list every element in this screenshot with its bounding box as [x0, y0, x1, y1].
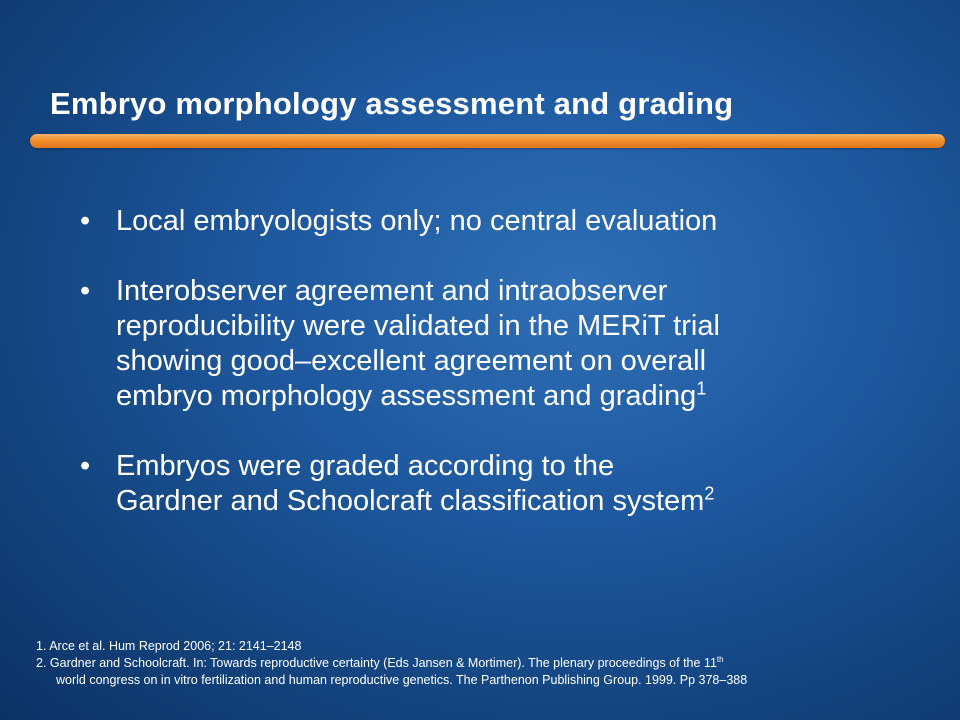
reference-2-text: 2. Gardner and Schoolcraft. In: Towards reproductive certainty (Eds Jansen & Mortimer). The plenary proceedings of the 11	[36, 656, 717, 670]
slide-title: Embryo morphology assessment and grading	[50, 86, 734, 121]
bullet-line: Gardner and Schoolcraft classification system	[116, 485, 705, 517]
bullet-line: embryo morphology assessment and grading	[116, 380, 697, 412]
citation-marker: 1	[696, 378, 707, 399]
bullet-line: Interobserver agreement and intraobserver	[116, 275, 668, 307]
bullet-line: Local embryologists only; no central evaluation	[116, 205, 718, 237]
reference-2-continuation: world congress on in vitro fertilization and human reproductive genetics. The Parthenon Publishing Group. 1999. Pp 378–388	[56, 673, 748, 687]
reference-2	[36, 655, 951, 672]
bullet-line: showing good–excellent agreement on overall	[116, 345, 707, 377]
references	[36, 638, 951, 689]
reference-1: 1. Arce et al. Hum Reprod 2006; 21: 2141–2148	[36, 639, 302, 653]
bullet-line: Embryos were graded according to the	[116, 450, 615, 482]
bullet-item	[80, 204, 920, 239]
bullet-item	[80, 449, 920, 519]
bullet-line: reproducibility were validated in the MERiT trial	[116, 310, 720, 342]
citation-marker: 2	[704, 483, 715, 504]
reference-2-superscript: th	[716, 654, 724, 664]
bullet-item	[80, 274, 920, 414]
bullet-list	[80, 204, 920, 554]
title-underline-bar	[30, 134, 945, 148]
